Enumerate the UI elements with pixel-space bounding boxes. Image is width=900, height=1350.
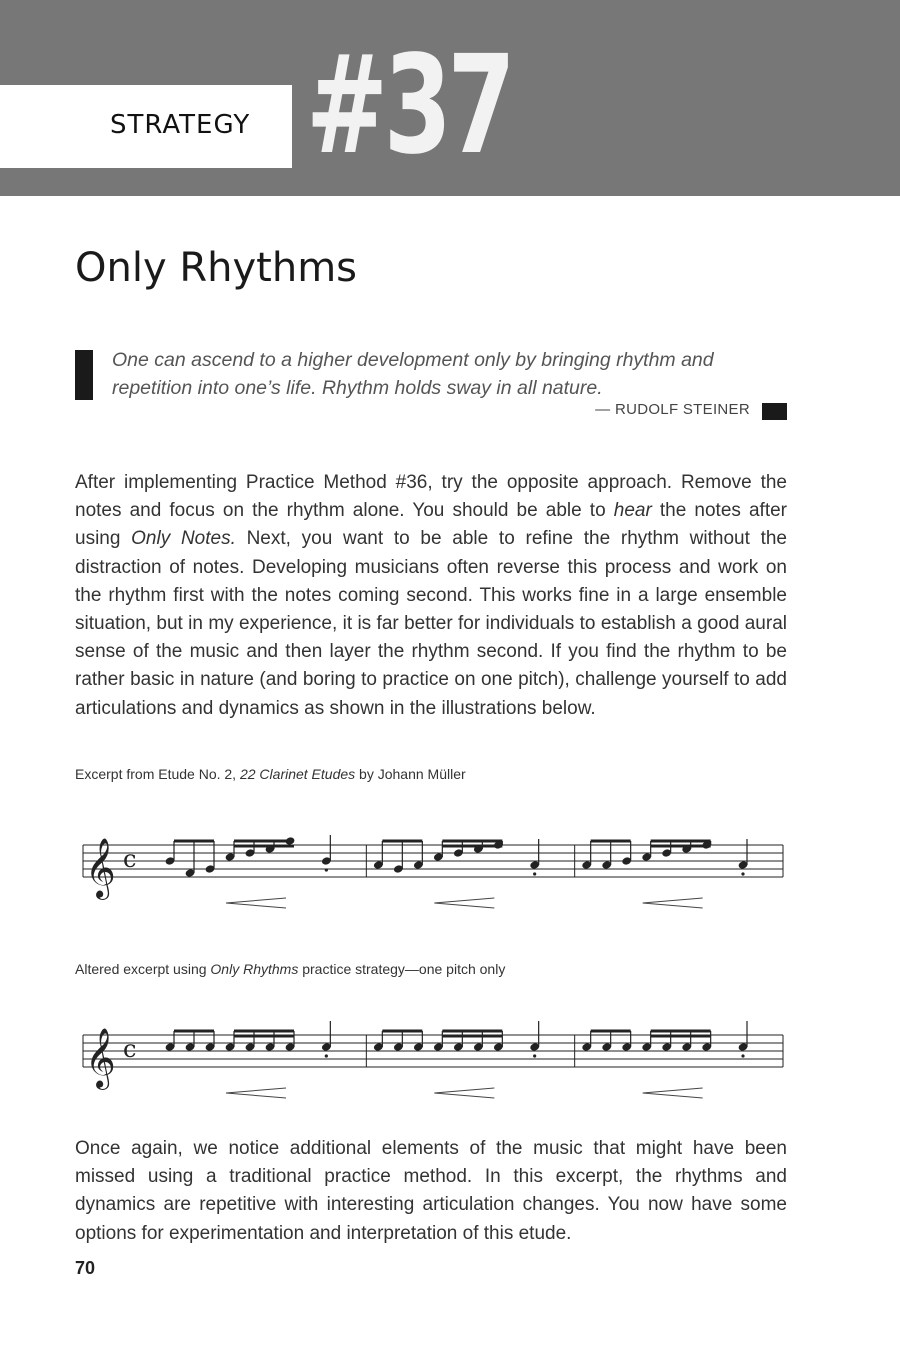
staccato-dot	[741, 872, 744, 875]
epigraph-quote: One can ascend to a higher development only by bringing rhythm and repetition into one’s life. Rhythm holds sway in all nature.	[112, 349, 714, 399]
caption-text: by Johann Müller	[355, 766, 466, 782]
caption-text: Altered excerpt using	[75, 961, 211, 977]
strategy-label: STRATEGY	[110, 110, 251, 140]
treble-clef: 𝄞	[85, 838, 116, 898]
staccato-dot	[533, 1054, 536, 1057]
music-staff-altered	[75, 1005, 790, 1115]
staccato-dot	[533, 872, 536, 875]
crescendo-hairpin	[643, 898, 703, 908]
altered-excerpt-caption	[75, 961, 505, 977]
paragraph-text: After implementing Practice Method #36, try the opposite approach. Remove the notes and focus on the rhythm alone. You should be able to	[75, 472, 787, 522]
epigraph-attribution: — RUDOLF STEINER	[595, 401, 750, 418]
paragraph-text: Next, you want to be able to refine the rhythm without the distraction of notes. Developing musicians often reverse this process and work on the rhythm first with the notes coming second. This works fine in a large ensemble situation, but in my experience, it is far better for individuals to establish a good aural sense of the music and then layer the rhythm second. If you find the rhythm to be rather basic in nature (and boring to practice on one pitch), challenge yourself to add articulations and dynamics as shown in the illustrations below.	[75, 528, 788, 719]
crescendo-hairpin	[226, 1088, 286, 1098]
page-number: 70	[75, 1258, 96, 1278]
music-staff-original	[75, 815, 790, 925]
crescendo-hairpin	[643, 1088, 703, 1098]
strategy-number: #37	[306, 27, 512, 185]
body-paragraph-1	[75, 469, 787, 723]
staccato-dot	[741, 1054, 744, 1057]
paragraph-text: the notes after using	[75, 500, 788, 550]
staccato-dot	[325, 868, 328, 871]
excerpt-caption	[75, 766, 466, 782]
staccato-dot	[325, 1054, 328, 1057]
quote-end-marker	[762, 403, 787, 420]
time-signature: c	[123, 1035, 137, 1063]
caption-emphasis: 22 Clarinet Etudes	[239, 766, 356, 782]
time-signature: c	[123, 845, 137, 873]
caption-text: practice strategy—one pitch only	[298, 961, 506, 977]
body-paragraph-2: Once again, we notice additional elements of the music that might have been missed using a traditional practice method. In this excerpt, the rhythms and dynamics are repetitive with interesting articulation changes. You now have some options for experimentation and interpretation of this etude.	[75, 1138, 787, 1244]
caption-emphasis: Only Rhythms	[210, 961, 299, 977]
page-title: Only Rhythms	[75, 245, 357, 291]
caption-text: Excerpt from Etude No. 2,	[75, 766, 240, 782]
crescendo-hairpin	[434, 898, 494, 908]
paragraph-emphasis: Only Notes.	[131, 528, 236, 550]
paragraph-emphasis: hear	[613, 500, 652, 522]
crescendo-hairpin	[434, 1088, 494, 1098]
crescendo-hairpin	[226, 898, 286, 908]
quote-marker	[75, 350, 93, 400]
treble-clef: 𝄞	[85, 1028, 116, 1088]
